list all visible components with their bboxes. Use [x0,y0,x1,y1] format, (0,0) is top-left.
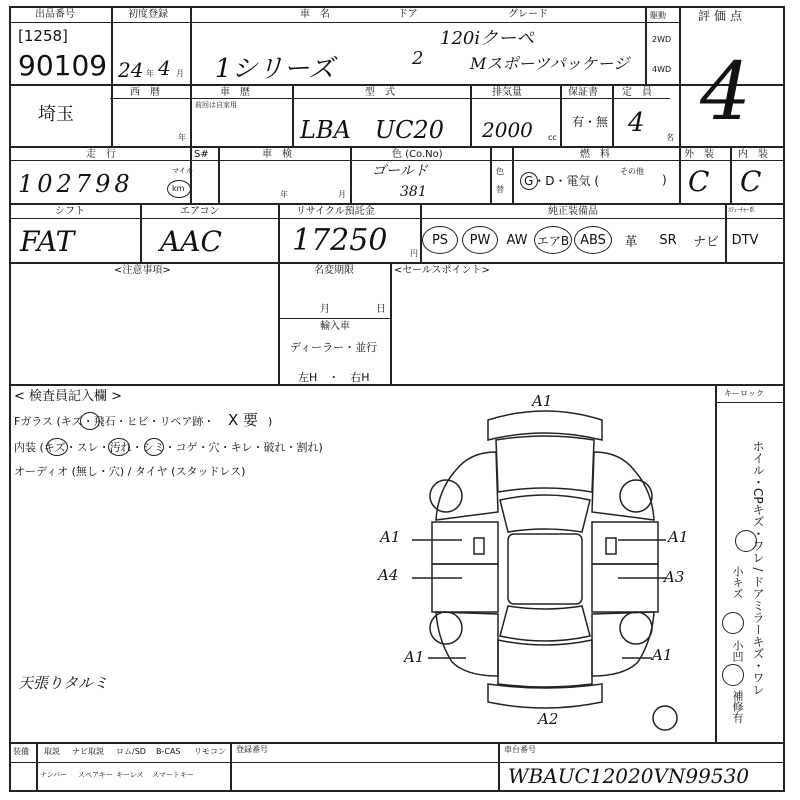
trunk [498,640,592,687]
color-code: 381 [400,184,427,200]
interior: C [740,165,762,198]
mileage-label: 走 行 [86,149,116,160]
door-label: ドア [398,9,418,20]
equip-ps: PS [431,232,449,248]
doors: 2 [412,48,424,69]
keylock-label: キーロック [724,389,764,398]
drive-2wd: 2WD [652,35,672,44]
capacity-label: 定 員 [622,87,652,98]
model: LBA UC20 [300,116,445,144]
interior-line: 内装 (キズ・スレ・汚れ・シミ・コゲ・穴・キレ・破れ・割れ) [14,441,323,454]
interior-label: 内 装 [738,149,768,160]
rear-glass [500,606,590,641]
car-name: 1シリーズ [215,54,335,84]
footer-item: ナビ取説 [72,747,104,756]
footer-item: ナンバー [40,771,68,779]
model-label: 型 式 [365,87,395,98]
shaken-label: 車 検 [262,149,292,160]
fuel-options: G・D・電気 ( [524,174,600,188]
inspection-title: < 検査員記入欄 > [14,389,123,404]
navi-type-label: ｽﾃｭｰﾁｬｰ系 [728,207,756,214]
equip-leather: 革 [624,234,638,250]
lot-number: 90109 [18,49,108,82]
right-rear-panel [592,564,658,612]
mark-left-rear: A4 [378,566,399,584]
handwritten-note: 天張りタルミ [18,674,109,692]
fuel-other: その他 [620,167,644,176]
notes-label: <注意事項> [114,265,171,276]
footer-item: B-CAS [156,747,181,756]
left-mirror [474,538,484,554]
reg-label: 登録番号 [236,745,268,754]
chassis-number: WBAUC12020VN99530 [508,764,750,788]
roof [508,534,582,604]
dealer-options: ディーラー・並行 [290,341,378,354]
side-repair: 補修有 [731,690,744,723]
right-rear-wheel [620,612,652,644]
first-reg-month: 4 [158,56,171,80]
shaken-month: 月 [338,190,346,199]
chassis-label: 車台番号 [504,745,536,754]
sales-points-label: <セールスポイント> [394,265,490,276]
footer-item: キーレス [116,771,144,779]
first-reg-year: 24 [118,58,144,82]
recycle-label: リサイクル預託金 [296,206,375,217]
drive-4wd: 4WD [652,65,672,74]
mark-right-quarter: A1 [652,646,673,664]
footer-item: スマートキー [152,771,194,779]
shift-label: シフト [55,206,85,217]
capacity: 4 [628,108,645,138]
left-door [432,522,498,564]
title-month: 月 [320,304,330,315]
car-name-label: 車 名 [300,9,330,20]
change-char: 替 [496,185,504,194]
grade-line2: Mスポーツパッケージ [470,54,630,73]
mark-bottom: A2 [538,710,559,728]
lot-label: 出品番号 [35,9,75,20]
lot-bracket: [1258] [18,27,68,45]
side-small1: 小キズ [731,566,744,599]
equip-sr: SR [659,232,677,248]
footer-item: リモコン [194,747,226,756]
era-label: 西 暦 [130,87,160,98]
side-note: ホイル・CPキズ・ワレ / ドアミラーキズ・ワレ [751,440,765,696]
exterior: C [688,165,710,198]
shaken-year: 年 [280,190,288,199]
mark-right-rear: A3 [664,568,685,586]
mileage: 102798 [18,170,134,198]
equip-abs: ABS [580,232,606,248]
equip-pw: PW [469,232,491,248]
color-char: 色 [496,167,504,176]
mark-left-front: A1 [380,528,401,546]
title-day: 日 [376,304,386,315]
exterior-label: 外 装 [684,149,714,160]
fuel-close: ) [662,173,667,187]
warranty-options: 有・無 [572,115,609,129]
score-label: 評価点 [698,9,747,23]
ac-label: エアコン [180,206,220,217]
displacement: 2000 [482,118,533,142]
left-front-fender [436,452,498,520]
rule [36,742,38,792]
side-small2: 小凹 [731,640,744,662]
fuel-label: 燃 料 [580,149,610,160]
title-change-label: 名変期限 [314,265,354,276]
cc-unit: cc [548,133,557,142]
footer-label: 装備 [13,747,29,756]
equip-aw: AW [506,232,528,248]
displacement-label: 排気量 [492,87,522,98]
windshield [500,495,590,532]
left-rear-panel [432,564,498,612]
first-reg-label: 初度登録 [128,9,168,20]
right-mirror [606,538,616,554]
color: ゴールド [372,163,428,179]
fglass-close: ) [268,415,273,428]
fglass-line: Fガラス (キズ・飛石・ヒビ・リペア跡・ [14,415,215,428]
equip-navi: ナビ [692,234,719,250]
yen-unit: 円 [410,249,418,258]
era-year-suffix: 年 [178,133,186,142]
warranty-label: 保証書 [568,87,598,98]
mile-unit: マイル [172,167,193,175]
shaken-s-label: S# [194,149,209,160]
month-unit: 月 [176,69,184,78]
hood [496,436,594,492]
score: 4 [700,45,751,138]
fglass-x: X 要 [228,411,259,429]
region: 埼玉 [38,104,74,125]
equipment-label: 純正装備品 [548,206,598,217]
year-unit: 年 [146,69,154,78]
equip-dtv: DTV [731,232,759,248]
grade-line1: 120iクーペ [440,28,535,49]
ac: AAC [160,225,222,258]
key-circle [653,706,677,730]
equip-airbag: エアB [536,233,570,248]
mark-left-quarter: A1 [404,648,425,666]
mark-top: A1 [532,392,553,410]
audio-line: オーディオ (無し・穴) / タイヤ (スタッドレス) [14,465,246,478]
color-label: 色 (Co.No) [392,149,443,160]
recycle: 17250 [292,223,388,258]
left-rear-wheel [430,612,462,644]
shift: FAT [20,225,75,258]
import-label: 輸入車 [320,321,350,332]
inspection-note: 前回は自家用 [195,101,237,109]
km-unit: km [172,184,185,193]
handle-options: 左H ・ 右H [298,371,370,384]
footer-item: 取説 [44,747,60,756]
rear-bumper [488,684,602,708]
mark-right-front: A1 [668,528,689,546]
footer-item: スペアキー [78,771,113,779]
footer-item: ロム/SD [116,747,146,756]
inspection-label: 車 歴 [220,87,250,98]
drive-label: 駆動 [650,11,666,20]
right-door [592,522,658,564]
right-quarter [592,612,654,676]
right-front-wheel [620,480,652,512]
grade-label: グレード [508,9,548,20]
capacity-unit: 名 [666,133,674,142]
